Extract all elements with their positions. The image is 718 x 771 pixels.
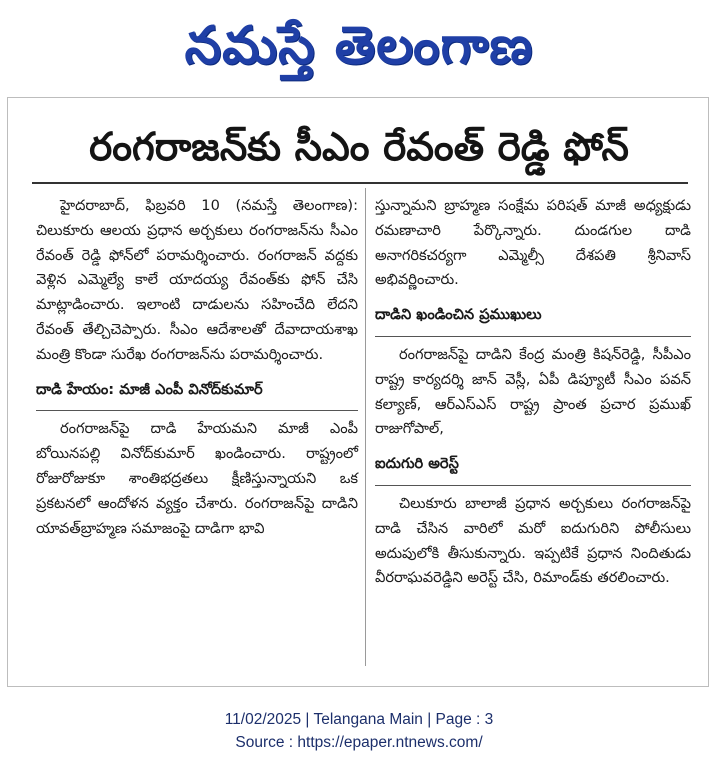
subheading-leaders: దాడిని ఖండించిన ప్రముఖులు: [375, 306, 542, 324]
intro-paragraph: హైదరాబాద్, ఫిబ్రవరి 10 (నమస్తే తెలంగాణ): చిలుకూరు ఆలయ ప్రధాన అర్చకులు రంగరాజన్‌ను సీఎం రేవంత్ రెడ్డి ఫోన్‌లో పరామర్శించారు. రంగరాజన్ వద్దకు వెళ్లిన ఎమ్మెల్యే కాలే యాదయ్య రేవంత్‌కు ఫోన్ చేసి మాట్లాడించారు. ఇలాంటి దాడులను సహించేది లేదని రేవంత్ తేల్చిచెప్పారు. సీఎం ఆదేశాలతో దేవాదాయశాఖ మంత్రి కొండా సురేఖ రంగరాజన్‌ను పరామర్శించారు.: [36, 197, 358, 363]
masthead: [0, 0, 718, 92]
subheading-rule: [36, 410, 358, 411]
newspaper-logo: నమస్తే తెలంగాణ: [184, 16, 534, 76]
footer-date-edition: 11/02/2025 | Telangana Main | Page : 3: [224, 711, 494, 728]
headline-rule: [32, 182, 688, 184]
left-column: [36, 194, 358, 541]
subheading-rule: [375, 485, 691, 486]
subheading-vinod: దాడి హేయం: మాజీ ఎంపీ వినోద్‌కుమార్: [36, 380, 263, 398]
subheading-rule: [375, 336, 691, 337]
right-column: [375, 194, 691, 591]
continuation-paragraph: స్తున్నామని బ్రాహ్మణ సంక్షేమ పరిషత్ మాజీ అధ్యక్షుడు రమణాచారి పేర్కొన్నారు. దుండగుల దాడి అనాగరికచర్యగా ఎమ్మెల్సీ దేశపతి శ్రీనివాస్ అభివర్ణించారు.: [375, 197, 691, 289]
column-divider: [365, 188, 366, 666]
article-headline: రంగరాజన్‌కు సీఎం రేవంత్ రెడ్డి ఫోన్: [89, 125, 629, 170]
footer: [0, 708, 718, 754]
body-paragraph: రంగరాజన్‌పై దాడి హేయమని మాజీ ఎంపీ బోయినపల్లి వినోద్‌కుమార్ ఖండించారు. రాష్ట్రంలో రోజురోజుకూ శాంతిభద్రతలు క్షీణిస్తున్నాయని ఒక ప్రకటనలో ఆందోళన వ్యక్తం చేశారు. రంగరాజన్‌పై దాడిని యావత్‌బ్రాహ్మణ సమాజంపై దాడిగా భావి: [36, 420, 358, 537]
arrest-paragraph: చిలుకూరు బాలాజీ ప్రధాన అర్చకులు రంగరాజన్‌పై దాడి చేసిన వారిలో మరో ఐదుగురిని పోలీసులు అదుపులోకి తీసుకున్నారు. ఇప్పటికే ప్రధాన నిందితుడు వీరరాఘవరెడ్డిని అరెస్ట్ చేసి, రిమాండ్‌కు తరలించారు.: [375, 494, 691, 587]
subheading-arrest: ఐదుగురి అరెస్ట్: [375, 455, 459, 473]
footer-source: Source : https://epaper.ntnews.com/: [235, 734, 483, 751]
leaders-paragraph: రంగరాజన్‌పై దాడిని కేంద్ర మంత్రి కిషన్‌రెడ్డి, సీపీఎం రాష్ట్ర కార్యదర్శి జాన్ వెస్లీ, ఏపీ డిప్యూటీ సీఎం పవన్ కల్యాణ్, ఆర్‌ఎస్‌ఎస్ రాష్ట్ర ప్రాంత ప్రచార ప్రముఖ్ రాజుగోపాల్,: [375, 345, 691, 438]
